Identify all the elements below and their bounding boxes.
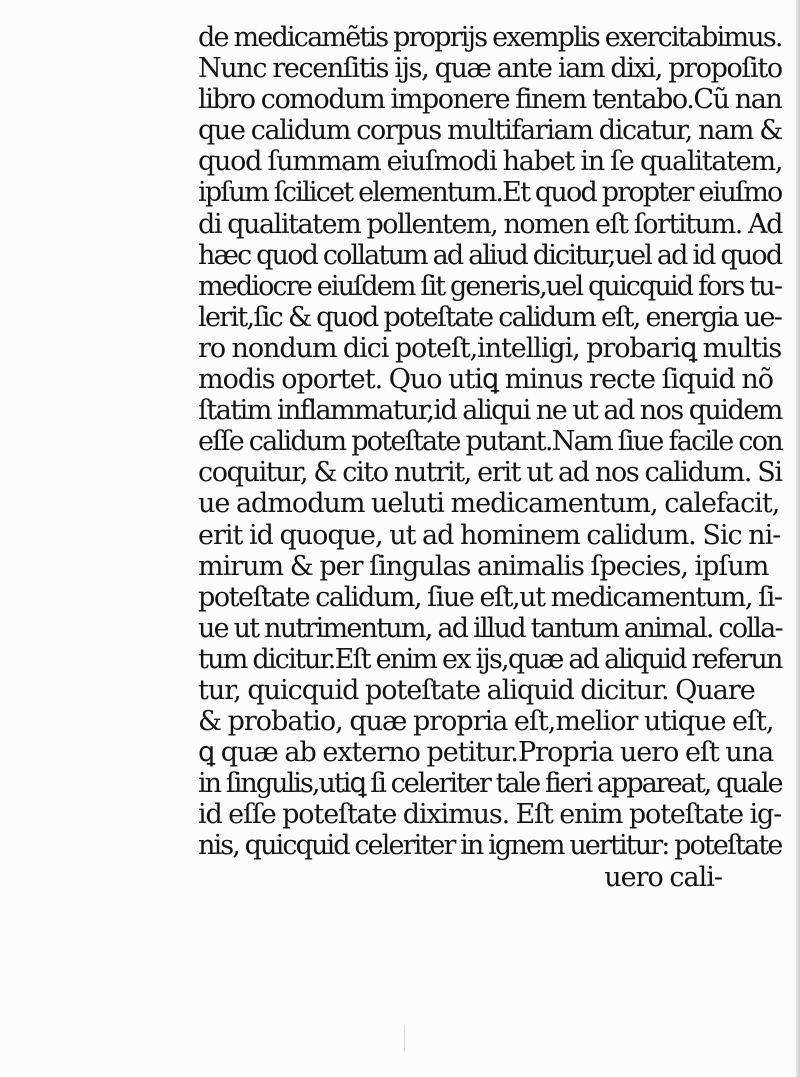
text-line-12: modis oportet. Quo utiꝗ minus recte ſiquid nõ: [198, 364, 774, 396]
text-line-15: coquitur, & cito nutrit, erit ut ad nos calidum. Si: [198, 457, 782, 489]
text-line-17: erit id quoque, ut ad hominem calidum. Sic ni-: [198, 519, 781, 551]
text-line-6: ipſum ſcilicet elementum.Et quod propter eiuſmo: [198, 177, 782, 209]
text-line-1: de medicamẽtis proprijs exemplis exercitabimus.: [198, 22, 782, 53]
text-line-9: mediocre eiuſdem ſit generis,uel quicquid fors tu-: [198, 270, 782, 302]
text-line-27: nis, quicquid celeriter in ignem uertitur: poteſtate: [198, 830, 782, 862]
text-line-26: id eſſe poteſtate diximus. Eſt enim poteſtate ig-: [198, 799, 782, 831]
text-line-19: poteſtate calidum, ſiue eſt,ut medicamentum, ſi-: [198, 581, 782, 613]
body-text: [198, 22, 784, 893]
text-line-20: ue ut nutrimentum, ad illud tantum animal. colla-: [198, 612, 782, 644]
text-line-13: ſtatim inflammatur,id aliqui ne ut ad nos quidem: [198, 395, 782, 427]
text-line-24: ꝗ quæ ab externo petitur.Propria uero eſt una: [198, 737, 774, 769]
paper-mark: [404, 1025, 409, 1051]
text-line-25: in ſingulis,utiꝗ ſi celeriter tale fieri appareat, quale: [198, 768, 782, 800]
text-line-10: lerit,ſic & quod poteſtate calidum eſt, energia ue-: [198, 301, 782, 333]
page-edge: [796, 0, 800, 1077]
text-line-18: mirum & per ſingulas animalis ſpecies, ipſum: [198, 550, 769, 582]
text-line-7: di qualitatem pollentem, nomen eſt ſortitum. Ad: [198, 208, 782, 240]
catchword: uero cali-: [604, 861, 722, 893]
text-line-8: hæc quod collatum ad aliud dicitur,uel ad id quod: [198, 239, 782, 271]
text-line-14: eſſe calidum poteſtate putant.Nam ſiue facile con: [198, 426, 782, 458]
text-line-22: tur, quicquid poteſtate aliquid dicitur. Quare: [198, 674, 755, 706]
text-line-3: libro comodum imponere finem tentabo.Cũ nan: [198, 84, 782, 116]
text-line-21: tum dicitur.Eſt enim ex ijs,quæ ad aliquid referun: [198, 643, 782, 675]
text-line-11: ro nondum dici poteſt,intelligi, probariꝗ multis: [198, 332, 782, 364]
text-line-2: Nunc recenſitis ijs, quæ ante iam dixi, propoſito: [198, 53, 782, 85]
text-line-5: quod ſummam eiuſmodi habet in ſe qualitatem,: [198, 146, 783, 178]
text-line-16: ue admodum ueluti medicamentum, calefacit,: [198, 488, 780, 520]
text-line-4: que calidum corpus multifariam dicatur, nam &: [198, 115, 782, 147]
text-line-23: & probatio, quæ propria eſt,melior utique eſt,: [198, 706, 774, 738]
